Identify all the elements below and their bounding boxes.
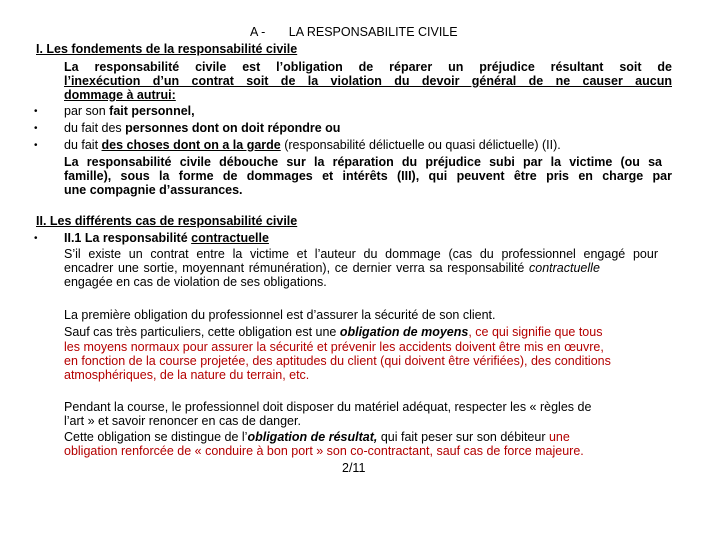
page-number: 2/11: [342, 461, 366, 475]
section1-conclusion-line3: une compagnie d’assurances.: [64, 183, 243, 197]
title-prefix: A -: [250, 25, 266, 39]
para3-line2: l’art » et savoir renoncer en cas de danger.: [64, 414, 301, 428]
bullet-marker: •: [34, 123, 38, 134]
bullet-marker: •: [34, 106, 38, 117]
section1-heading: I. Les fondements de la responsabilité civile: [36, 42, 298, 56]
page-title: [250, 25, 458, 39]
title-text: LA RESPONSABILITE CIVILE: [288, 25, 458, 39]
para1-line1: S’il existe un contrat entre la victime et l’auteur du dommage (cas du professionnel engagé pour: [64, 247, 658, 261]
para2-line2: Sauf cas très particuliers, cette obligation est une obligation de moyens, ce qui signifie que tous: [64, 325, 603, 339]
bullet-item-1: par son fait personnel,: [64, 104, 195, 118]
section1-intro-line1: La responsabilité civile est l’obligation de réparer un préjudice résultant soit de: [64, 60, 672, 74]
para3-line4: obligation renforcée de « conduire à bon port » son co-contractant, sauf cas de force majeure.: [64, 444, 584, 458]
sub-bullet-contractuelle: II.1 La responsabilité contractuelle: [64, 231, 269, 245]
section2-heading: II. Les différents cas de responsabilité civile: [36, 214, 298, 228]
section1-intro-line2: l’inexécution d’un contrat soit de la violation du devoir général de ne causer aucun: [64, 74, 672, 88]
bullet-marker: •: [34, 233, 38, 244]
para3-line1: Pendant la course, le professionnel doit disposer du matériel adéquat, respecter les « règles de: [64, 400, 592, 414]
section1-intro-line3: dommage à autrui:: [64, 88, 176, 102]
section1-conclusion-line2: famille), sous la forme de dommages et intérêts (III), qui peuvent être pris en charge par: [64, 169, 672, 183]
para2-red-line2: en fonction de la course projetée, des aptitudes du client (qui doivent être vérifiées), des conditions: [64, 354, 611, 368]
bullet-item-3: du fait des choses dont on a la garde (responsabilité délictuelle ou quasi délictuelle) (II).: [64, 138, 561, 152]
para3-line3: Cette obligation se distingue de l’obligation de résultat, qui fait peser sur son débiteur une: [64, 430, 570, 444]
bullet-marker: •: [34, 140, 38, 151]
para1-line2: encadrer une sortie, moyennant rémunération), ce dernier verra sa responsabilité contractuelle: [64, 261, 600, 275]
para2-line1: La première obligation du professionnel est d’assurer la sécurité de son client.: [64, 308, 496, 322]
para1-line3: engagée en cas de violation de ses obligations.: [64, 275, 327, 289]
para2-red-line1: les moyens normaux pour assurer la sécurité et prévenir les accidents doivent être mis en œuvre,: [64, 340, 604, 354]
bullet-item-2: du fait des personnes dont on doit répondre ou: [64, 121, 341, 135]
para2-red-line3: atmosphériques, de la nature du terrain, etc.: [64, 368, 310, 382]
section1-conclusion-line1: La responsabilité civile débouche sur la réparation du préjudice subi par la victime (ou sa: [64, 155, 662, 169]
